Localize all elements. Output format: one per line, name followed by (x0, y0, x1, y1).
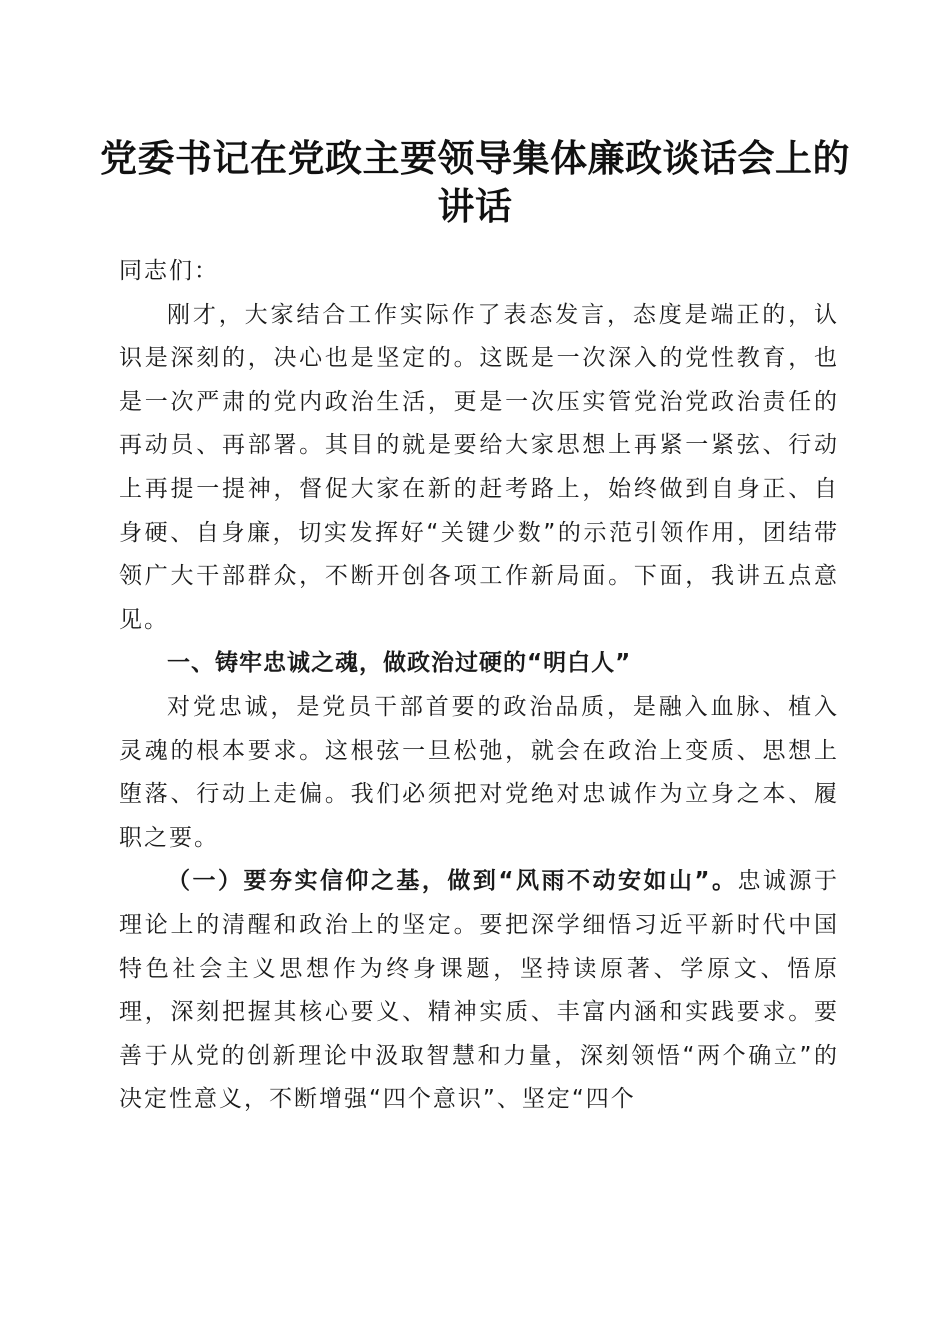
document-body (119, 250, 839, 1122)
section-heading-1: 一、铸牢忠诚之魂，做政治过硬的“明白人” (167, 650, 632, 677)
subsection-1-paragraph (119, 860, 839, 1122)
salutation: 同志们： (119, 258, 219, 284)
subsection-1-text: 忠诚源于理论上的清醒和政治上的坚定。要把深学细悟习近平新时代中国特色社会主义思想作为终身课题，坚持读原著、学原文、悟原理，深刻把握其核心要义、精神实质、丰富内涵和实践要求。要善于从党的创新理论中汲取智慧和力量，深刻领悟“两个确立”的决定性意义，不断增强“四个意识”、坚定“四个 (119, 868, 840, 1113)
document-title: 党委书记在党政主要领导集体廉政谈话会上的讲话 (100, 136, 850, 228)
opening-paragraph: 刚才，大家结合工作实际作了表态发言，态度是端正的，认识是深刻的，决心也是坚定的。这既是一次深入的党性教育，也是一次严肃的党内政治生活，更是一次压实管党治党政治责任的再动员、再部署。其目的就是要给大家思想上再紧一紧弦、行动上再提一提神，督促大家在新的赶考路上，始终做到自身正、自身硬、自身廉，切实发挥好“关键少数”的示范引领作用，团结带领广大干部群众，不断开创各项工作新局面。下面，我讲五点意见。 (119, 301, 839, 633)
section-1-paragraph: 对党忠诚，是党员干部首要的政治品质，是融入血脉、植入灵魂的根本要求。这根弦一旦松弛，就会在政治上变质、思想上堕落、行动上走偏。我们必须把对党绝对忠诚作为立身之本、履职之要。 (119, 693, 839, 851)
subsection-1-lead: （一）要夯实信仰之基，做到“风雨不动安如山”。 (167, 868, 738, 895)
